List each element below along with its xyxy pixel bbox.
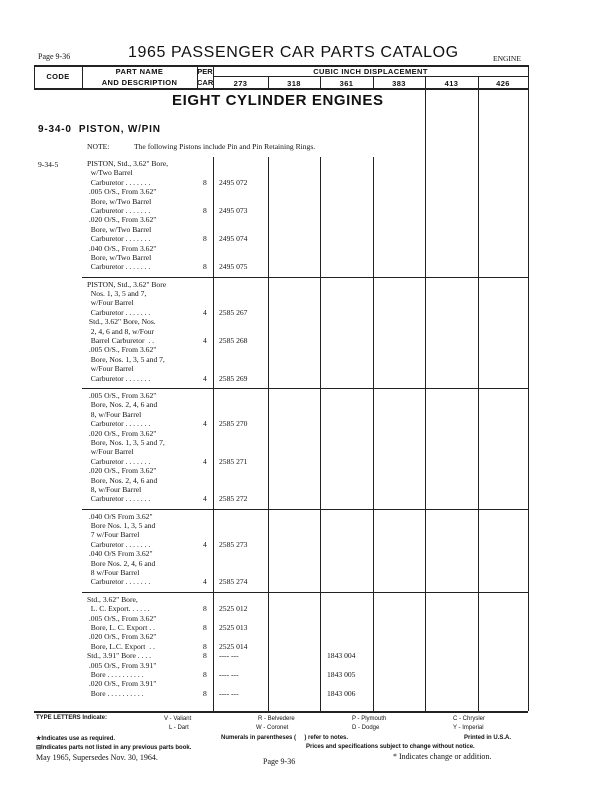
description-line [82,400,528,409]
part-description: 8, w/Four Barrel [87,409,142,419]
box-note: ⊟Indicates parts not listed in any previous parts book. [36,745,192,751]
numerals-note: Numerals in parentheses ( ) refer to notes. [221,735,349,741]
part-description: Carburetor . . . . . . . [87,577,151,587]
qty-per-car: 4 [203,456,207,466]
description-line [82,632,528,641]
header-bottom-rule [34,88,528,90]
col-273: 273 [233,79,248,88]
note-text: The following Pistons include Pin and Pin Retaining Rings. [134,142,316,151]
col-car: CAR [197,78,214,87]
qty-per-car: 8 [203,641,207,651]
col-cid: CUBIC INCH DISPLACEMENT [313,67,428,76]
table-row [0,234,612,243]
part-description: Carburetor . . . . . . . [87,205,151,215]
table-row [82,623,528,632]
part-description: .020 O/S., From 3.62" [87,215,157,225]
qty-per-car: 8 [203,669,207,679]
prices-note: Prices and specifications subject to change without notice. [306,744,475,750]
description-line [82,364,528,373]
part-description: 8, w/Four Barrel [87,484,142,494]
table-bottom-rule [34,711,528,713]
part-description: .040 O/S From 3.62" [87,511,153,521]
qty-per-car: 8 [203,262,207,272]
description-line [82,317,528,326]
part-description: L. C. Export. . . . . . [87,604,150,614]
description-line [0,225,612,234]
part-group [82,388,528,507]
part-group [0,157,612,275]
part-description: Bore, Nos. 1, 3, 5 and 7, [87,354,165,364]
part-number-318: 1843 004 [327,651,356,661]
change-note: * Indicates change or addition. [393,752,492,761]
part-number-273: 2495 072 [219,177,248,187]
legend-imperial: Y - Imperial [453,725,484,731]
part-description: Std., 3.62" Bore, [87,594,138,604]
part-description: Bore . . . . . . . . . . [87,669,144,679]
description-line [82,614,528,623]
part-description: w/Four Barrel [87,364,134,374]
part-number-273: 2585 271 [219,456,248,466]
part-number-273: 2585 267 [219,307,248,317]
description-line [82,410,528,419]
col-code: CODE [46,72,70,81]
table-row [82,494,528,503]
description-line [82,447,528,456]
part-description: w/Four Barrel [87,298,134,308]
table-row [82,419,528,428]
parts-table [0,157,612,701]
col-426: 426 [496,79,510,88]
part-number-273: 2525 013 [219,622,248,632]
part-description: 7 w/Four Barrel [87,530,140,540]
description-line [82,530,528,539]
part-description: Std., 3.62" Bore, Nos. [87,317,156,327]
part-description: .020 O/S., From 3.62" [87,632,157,642]
part-description: .020 O/S., From 3.91" [87,679,157,689]
qty-per-car: 8 [203,688,207,698]
description-line [82,476,528,485]
description-line [0,159,612,168]
part-description: Bore, Nos. 2, 4, 6 and [87,400,158,410]
description-line [0,197,612,206]
qty-per-car: 4 [203,494,207,504]
description-line [82,679,528,688]
description-line [82,521,528,530]
col-part-name: PART NAME [115,67,164,76]
table-row [0,262,612,271]
description-line [0,187,612,196]
description-line [82,327,528,336]
part-number-273: 2495 073 [219,205,248,215]
table-row [0,206,612,215]
table-row [82,374,528,383]
part-number-273: 2525 012 [219,604,248,614]
part-description: PISTON, Std., 3.62" Bore, [87,159,169,168]
description-line [82,466,528,475]
part-number-273: 2585 272 [219,494,248,504]
part-description: 2, 4, 6 and 8, w/Four [87,326,155,336]
description-line [82,289,528,298]
description-line [82,549,528,558]
qty-per-car: 4 [203,373,207,383]
part-description: w/Two Barrel [87,168,133,178]
part-description: Carburetor . . . . . . . [87,234,151,244]
description-line [82,661,528,670]
part-description: Bore, w/Two Barrel [87,224,152,234]
part-description: Bore, Nos. 2, 4, 6 and [87,475,158,485]
part-description: Bore, w/Two Barrel [87,196,152,206]
part-number-273: 2525 014 [219,641,248,651]
description-line [82,298,528,307]
part-description: Carburetor . . . . . . . [87,494,151,504]
part-description: Bore, w/Two Barrel [87,252,152,262]
printed-note: Printed in U.S.A. [464,735,512,741]
part-description: PISTON, Std., 3.62" Bore [87,279,167,289]
col-383: 383 [392,79,406,88]
part-description: Carburetor . . . . . . . [87,177,151,187]
legend-chrysler: C - Chrysler [453,716,486,722]
part-number-318: 1843 006 [327,688,356,698]
footer-page-number: Page 9-36 [263,757,296,766]
description-line [82,595,528,604]
part-description: Bore, Nos. 1, 3, 5 and 7, [87,437,165,447]
qty-per-car: 4 [203,419,207,429]
part-description: 8 w/Four Barrel [87,568,140,578]
legend-plymouth: P - Plymouth [352,716,387,722]
description-line [82,391,528,400]
part-number-273: 2585 274 [219,577,248,587]
description-line [82,485,528,494]
legend-belvedere: R - Belvedere [258,716,295,722]
table-row [82,604,528,613]
part-number-273: 2585 270 [219,419,248,429]
part-group [82,509,528,590]
legend-coronet: W - Coronet [256,725,289,731]
description-line [0,244,612,253]
part-description: Carburetor . . . . . . . [87,539,151,549]
col-description: AND DESCRIPTION [101,78,178,87]
table-row [82,577,528,586]
part-description: Bore Nos. 1, 3, 5 and [87,521,156,531]
part-description: Carburetor . . . . . . . [87,262,151,272]
part-description: w/Four Barrel [87,447,134,457]
col-per: PER [197,67,213,76]
description-line [0,168,612,177]
qty-per-car: 4 [203,336,207,346]
part-description: .020 O/S., From 3.62" [87,428,157,438]
part-number-273: ---- --- [219,669,239,679]
col-318: 318 [287,79,301,88]
part-group [82,592,528,701]
table-row [82,308,528,317]
part-description: Carburetor . . . . . . . [87,307,151,317]
part-description: Bore, L. C. Export . . [87,622,155,632]
col-361: 361 [339,79,354,88]
description-line [82,429,528,438]
legend-dart: L - Dart [169,725,189,731]
part-description: Carburetor . . . . . . . [87,456,151,466]
qty-per-car: 8 [203,177,207,187]
part-group [82,277,528,386]
table-row [82,336,528,345]
qty-per-car: 8 [203,622,207,632]
part-number-273: ---- --- [219,688,239,698]
star-note: ★Indicates use as required. [36,736,116,742]
table-row [82,689,528,698]
table-row [82,651,528,660]
part-description: Barrel Carburetor . . [87,336,155,346]
description-line [0,215,612,224]
qty-per-car: 8 [203,651,207,661]
qty-per-car: 4 [203,539,207,549]
qty-per-car: 8 [203,205,207,215]
qty-per-car: 8 [203,604,207,614]
description-line [82,345,528,354]
table-row [0,178,612,187]
table-row [82,540,528,549]
part-number-273: 2495 074 [219,234,248,244]
part-number-273: 2495 075 [219,262,248,272]
part-description: Nos. 1, 3, 5 and 7, [87,289,147,299]
part-description: Std., 3.91" Bore . . . . [87,651,152,661]
section-label: ENGINE [493,54,521,63]
group-heading: 9-34-0 PISTON, W/PIN [38,124,161,135]
part-description: .005 O/S., From 3.62" [87,613,157,623]
table-row [82,457,528,466]
supersedes-date: May 1965, Supersedes Nov. 30, 1964. [36,753,158,762]
legend-dodge: D - Dodge [352,725,380,731]
part-number-273: 2585 269 [219,373,248,383]
part-description: .005 O/S., From 3.62" [87,390,157,400]
qty-per-car: 4 [203,307,207,317]
part-description: Bore Nos. 2, 4, 6 and [87,558,156,568]
col-413: 413 [444,79,459,88]
section-title: EIGHT CYLINDER ENGINES [172,92,384,109]
table-row [82,642,528,651]
description-line [82,512,528,521]
qty-per-car: 8 [203,234,207,244]
part-description: .040 O/S From 3.62" [87,549,153,559]
part-description: .005 O/S., From 3.62" [87,187,157,197]
part-description: Bore . . . . . . . . . . [87,688,144,698]
part-description: .005 O/S., From 3.91" [87,660,157,670]
part-number-273: 2585 273 [219,539,248,549]
catalog-title: 1965 PASSENGER CAR PARTS CATALOG [128,44,459,61]
part-description: .005 O/S., From 3.62" [87,345,157,355]
description-line [82,438,528,447]
part-number-273: ---- --- [219,651,239,661]
part-description: Bore, L.C. Export . . [87,641,155,651]
description-line [0,253,612,262]
description-line [82,568,528,577]
part-number-273: 2585 268 [219,336,248,346]
header-mid-rule [213,76,528,77]
description-line [82,280,528,289]
part-description: .040 O/S., From 3.62" [87,243,157,253]
part-description: Carburetor . . . . . . . [87,373,151,383]
page-label: Page 9-36 [38,52,71,61]
note-label: NOTE: [87,142,110,151]
qty-per-car: 4 [203,577,207,587]
legend-valiant: V - Valiant [164,716,192,722]
table-row [82,670,528,679]
type-letters-label: TYPE LETTERS Indicate: [36,715,108,721]
part-description: Carburetor . . . . . . . [87,419,151,429]
description-line [82,559,528,568]
part-code: 9-34-5 [38,160,59,169]
part-description: .020 O/S., From 3.62" [87,466,157,476]
part-number-318: 1843 005 [327,669,356,679]
description-line [82,355,528,364]
